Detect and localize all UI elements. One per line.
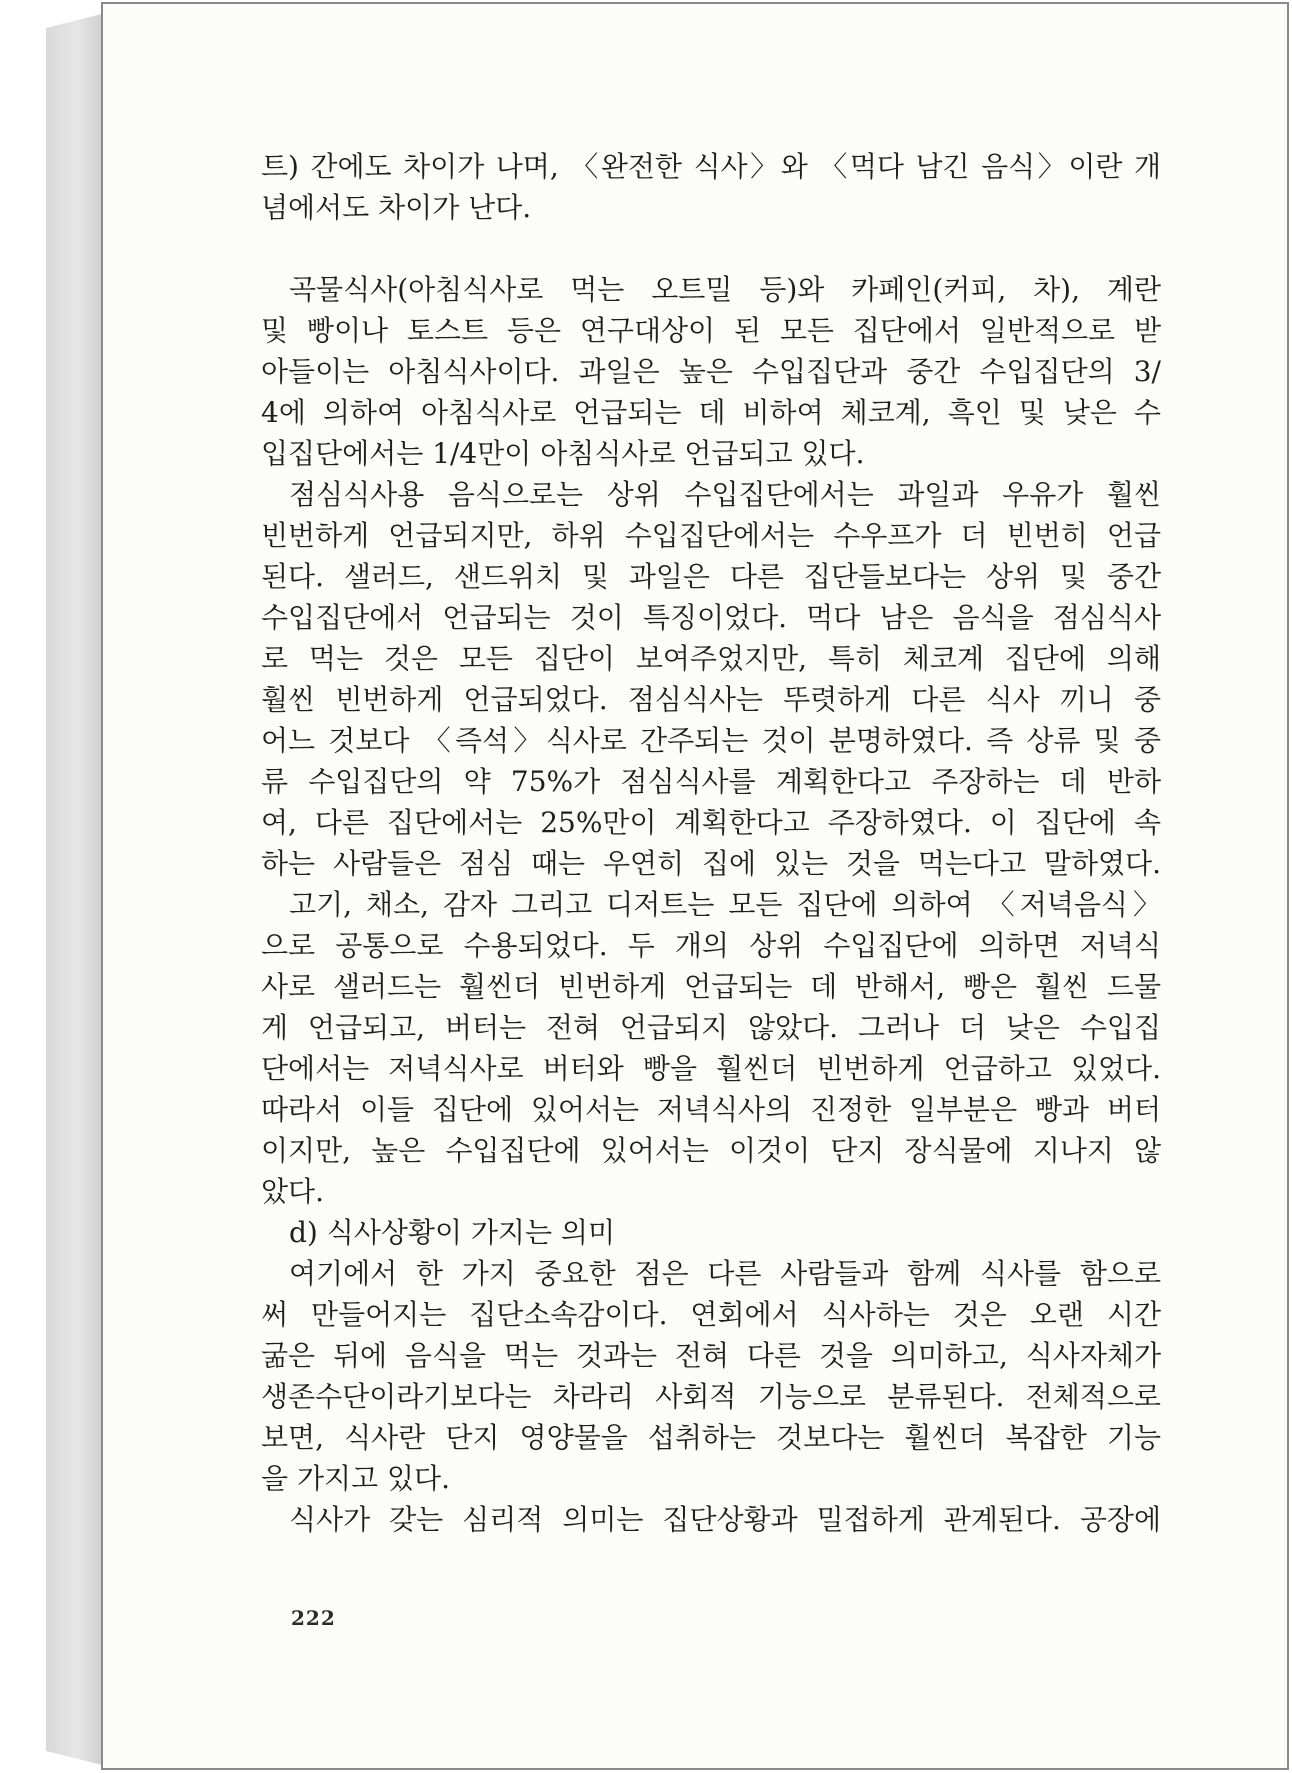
text-line: 단에서는 저녁식사로 버터와 빵을 훨씬더 빈번하게 언급하고 있었다. <box>261 1052 1161 1085</box>
text-line: 곡물식사(아침식사로 먹는 오트밀 등)와 카페인(커피, 차), 계란 <box>289 273 1161 306</box>
text-line: 된다. 샐러드, 샌드위치 및 과일은 다른 집단들보다는 상위 및 중간 <box>261 560 1161 593</box>
text-line: 으로 공통으로 수용되었다. 두 개의 상위 수입집단에 의하면 저녁식 <box>261 929 1161 962</box>
text-line: 여, 다른 집단에서는 25%만이 계획한다고 주장하였다. 이 집단에 속 <box>261 806 1161 839</box>
text-line: 4에 의하여 아침식사로 언급되는 데 비하여 체코계, 흑인 및 낮은 수 <box>261 396 1161 429</box>
text-line: 여기에서 한 가지 중요한 점은 다른 사람들과 함께 식사를 함으로 <box>289 1257 1161 1290</box>
text-line: 점심식사용 음식으로는 상위 수입집단에서는 과일과 우유가 훨씬 <box>289 478 1161 511</box>
text-line: 따라서 이들 집단에 있어서는 저녁식사의 진정한 일부분은 빵과 버터 <box>261 1093 1161 1126</box>
text-line: 고기, 채소, 감자 그리고 디저트는 모든 집단에 의하여 〈저녁음식〉 <box>289 888 1161 921</box>
text-line: 이지만, 높은 수입집단에 있어서는 이것이 단지 장식물에 지나지 않 <box>261 1134 1161 1167</box>
text-line: 게 언급되고, 버터는 전혀 언급되지 않았다. 그러나 더 낮은 수입집 <box>261 1011 1161 1044</box>
text-line: 사로 샐러드는 훨씬더 빈번하게 언급되는 데 반해서, 빵은 훨씬 드물 <box>261 970 1161 1003</box>
text-line: 입집단에서는 1/4만이 아침식사로 언급되고 있다. <box>261 437 865 470</box>
page-number: 222 <box>291 1606 336 1630</box>
text-line: 식사가 갖는 심리적 의미는 집단상황과 밀접하게 관계된다. 공장에 <box>289 1503 1161 1536</box>
text-line: 트) 간에도 차이가 나며, 〈완전한 식사〉와 〈먹다 남긴 음식〉이란 개 <box>261 150 1161 183</box>
text-line: 을 가지고 있다. <box>261 1462 450 1495</box>
text-line: 훨씬 빈번하게 언급되었다. 점심식사는 뚜렷하게 다른 식사 끼니 중 <box>261 683 1161 716</box>
text-line: 류 수입집단의 약 75%가 점심식사를 계획한다고 주장하는 데 반하 <box>261 765 1161 798</box>
text-line: 빈번하게 언급되지만, 하위 수입집단에서는 수우프가 더 빈번히 언급 <box>261 519 1161 552</box>
text-line: 굶은 뒤에 음식을 먹는 것과는 전혀 다른 것을 의미하고, 식사자체가 <box>261 1339 1161 1372</box>
text-line: 써 만들어지는 집단소속감이다. 연회에서 식사하는 것은 오랜 시간 <box>261 1298 1161 1331</box>
book-page-edges <box>46 14 102 1765</box>
text-line: d) 식사상황이 가지는 의미 <box>289 1216 616 1249</box>
text-line: 및 빵이나 토스트 등은 연구대상이 된 모든 집단에서 일반적으로 받 <box>261 314 1161 347</box>
text-line: 로 먹는 것은 모든 집단이 보여주었지만, 특히 체코계 집단에 의해 <box>261 642 1161 675</box>
text-line: 생존수단이라기보다는 차라리 사회적 기능으로 분류된다. 전체적으로 <box>261 1380 1161 1413</box>
text-line: 았다. <box>261 1175 324 1208</box>
text-line: 념에서도 차이가 난다. <box>261 191 532 224</box>
book-page <box>101 2 1289 1770</box>
text-line: 수입집단에서 언급되는 것이 특징이었다. 먹다 남은 음식을 점심식사 <box>261 601 1161 634</box>
text-line: 어느 것보다 〈즉석〉식사로 간주되는 것이 분명하였다. 즉 상류 및 중 <box>261 724 1161 757</box>
text-line: 보면, 식사란 단지 영양물을 섭취하는 것보다는 훨씬더 복잡한 기능 <box>261 1421 1161 1454</box>
text-line: 하는 사람들은 점심 때는 우연히 집에 있는 것을 먹는다고 말하였다. <box>261 847 1161 880</box>
page-body-text <box>261 146 1161 1540</box>
text-line: 아들이는 아침식사이다. 과일은 높은 수입집단과 중간 수입집단의 3/ <box>261 355 1161 388</box>
paragraph-gap <box>261 228 1161 269</box>
